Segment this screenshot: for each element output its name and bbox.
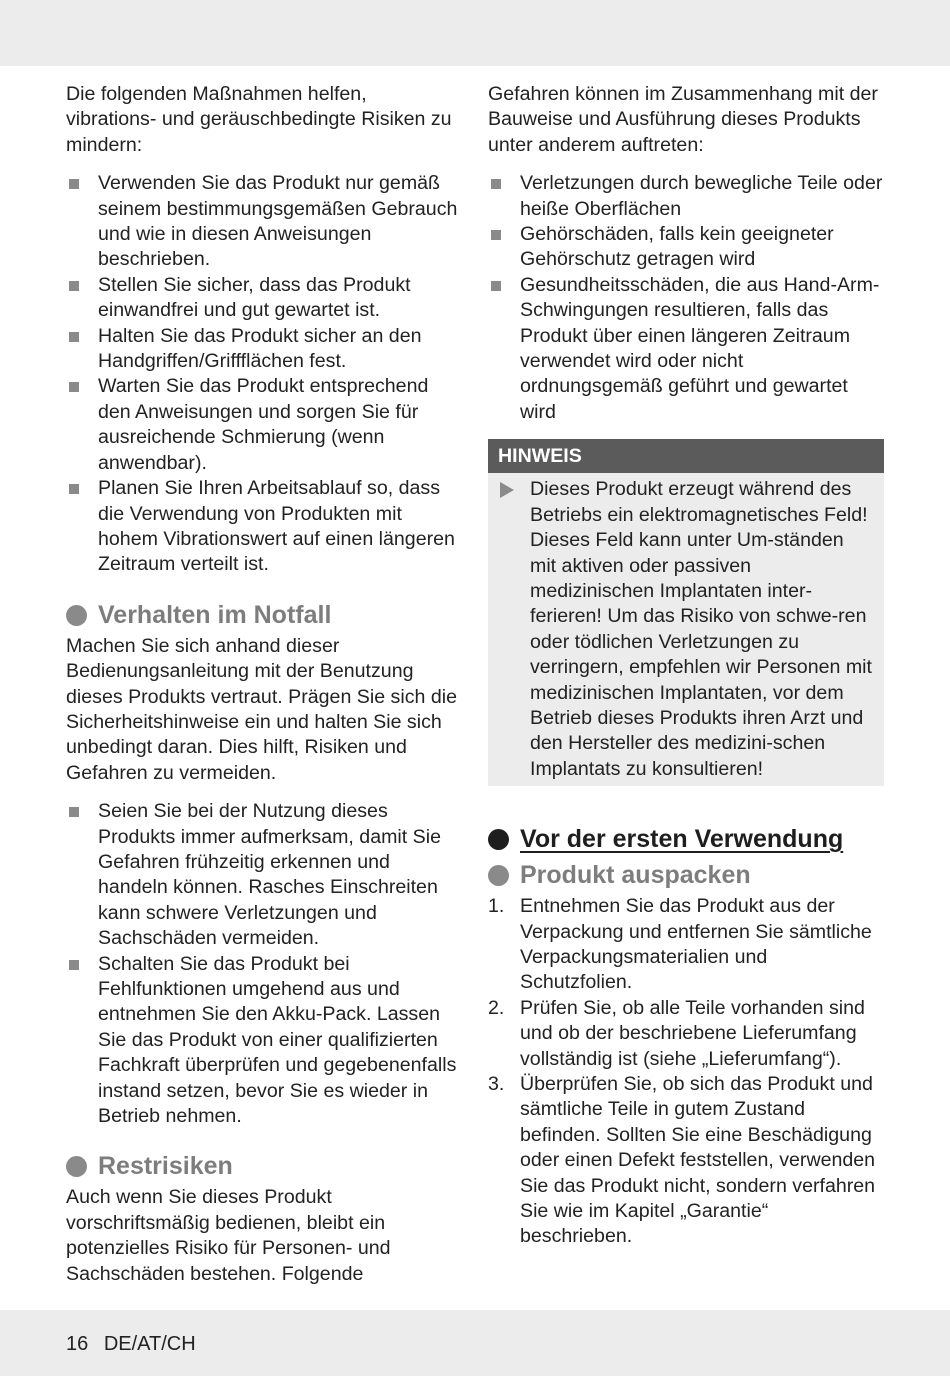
unpacking-steps bbox=[488, 894, 884, 1250]
region-label: DE/AT/CH bbox=[103, 1333, 196, 1355]
vibration-measures-list bbox=[66, 171, 462, 578]
list-item: Warten Sie das Produkt entsprechend den Anweisungen und sorgen Sie für ausreichende Schmierung (wenn anwendbar). bbox=[66, 374, 462, 476]
list-item: Gehörschäden, falls kein geeigneter Gehörschutz getragen wird bbox=[488, 222, 884, 273]
section-heading-auspacken: Produkt auspacken bbox=[488, 860, 884, 890]
section-heading-restrisiken: Restrisiken bbox=[66, 1151, 462, 1181]
step-number: 3. bbox=[488, 1073, 505, 1095]
list-item: Planen Sie Ihren Arbeitsablauf so, dass die Verwendung von Produkten mit hohem Vibrationswert auf einen längeren Zeitraum verteilt ist. bbox=[66, 476, 462, 578]
list-item: Seien Sie bei der Nutzung dieses Produkts immer aufmerksam, damit Sie Gefahren frühzeitig erkennen und handeln können. Rasches Einschreiten kann schwere Verletzungen und Sachschäden vermeiden. bbox=[66, 799, 462, 951]
list-item: Halten Sie das Produkt sicher an den Handgriffen/Griffflächen fest. bbox=[66, 324, 462, 375]
notfall-list bbox=[66, 799, 462, 1129]
hazards-intro: Gefahren können im Zusammenhang mit der Bauweise und Ausführung dieses Produkts unter anderem auftreten: bbox=[488, 83, 878, 156]
hinweis-text: Dieses Produkt erzeugt während des Betriebs ein elektromagnetisches Feld! Dieses Feld kann unter Um-ständen mit aktiven oder passiven medizinischen Implantaten inter-ferieren! Um das Risiko von schwe-ren oder tödlichen Verletzungen zu verringern, empfehlen wir Personen mit medizinischen Implantaten, vor dem Betrieb dieses Produkts ihren Arzt und den Hersteller des medizini-schen Implantats zu konsultieren! bbox=[530, 478, 872, 780]
list-item: Schalten Sie das Produkt bei Fehlfunktionen umgehend aus und entnehmen Sie den Akku-Pack. Lassen Sie das Produkt von einer qualifizierten Fachkraft überprüfen und gegebenenfalls instand setzen, bevor Sie es wieder in Betrieb nehmen. bbox=[66, 952, 462, 1130]
step-number: 1. bbox=[488, 895, 505, 918]
header-band bbox=[0, 0, 950, 66]
triangle-arrow-icon bbox=[500, 482, 514, 498]
restrisiken-paragraph: Auch wenn Sie dieses Produkt vorschriftsmäßig bedienen, bleibt ein potenzielles Risiko für Personen- und Sachschäden bestehen. Folgende bbox=[66, 1186, 391, 1285]
notfall-paragraph: Machen Sie sich anhand dieser Bedienungsanleitung mit der Benutzung dieses Produkts vertraut. Prägen Sie sich die Sicherheitshinweise ein und halten Sie sich unbedingt daran. Dies hilft, Risiken und Gefahren zu vermeiden. bbox=[66, 634, 457, 784]
hinweis-title: HINWEIS bbox=[488, 439, 884, 473]
list-item: Gesundheitsschäden, die aus Hand-Arm-Schwingungen resultieren, falls das Produkt über einen längeren Zeitraum verwendet wird oder nicht ordnungsgemäß geführt und gewartet wird bbox=[488, 273, 884, 425]
list-item bbox=[488, 996, 884, 1072]
list-item: Stellen Sie sicher, dass das Produkt einwandfrei und gut gewartet ist. bbox=[66, 273, 462, 324]
list-item: Verwenden Sie das Produkt nur gemäß seinem bestimmungsgemäßen Gebrauch und wie in diesen Anweisungen beschrieben. bbox=[66, 171, 462, 273]
list-item bbox=[488, 1072, 884, 1250]
step-text: Entnehmen Sie das Produkt aus der Verpackung und entfernen Sie sämtliche Verpackungsmaterialien und Schutzfolien. bbox=[520, 895, 872, 994]
list-item: Verletzungen durch bewegliche Teile oder heiße Oberflächen bbox=[488, 171, 884, 222]
intro-paragraph: Die folgenden Maßnahmen helfen, vibrations- und geräuschbedingte Risiken zu mindern: bbox=[66, 83, 452, 156]
page-number: 16 bbox=[66, 1333, 89, 1355]
hinweis-body bbox=[488, 473, 884, 786]
list-item bbox=[488, 894, 884, 996]
right-column bbox=[488, 82, 884, 1250]
hazards-list bbox=[488, 171, 884, 425]
page-footer bbox=[66, 1332, 196, 1356]
left-column bbox=[66, 82, 462, 1287]
section-heading-erste-verwendung: Vor der ersten Verwendung bbox=[488, 824, 884, 854]
step-text: Überprüfen Sie, ob sich das Produkt und sämtliche Teile in gutem Zustand befinden. Sollten Sie eine Beschädigung oder einen Defekt feststellen, verwenden Sie das Produkt nicht, sondern verfahren Sie wie im Kapitel „Garantie“ beschrieben. bbox=[520, 1073, 876, 1248]
step-text: Prüfen Sie, ob alle Teile vorhanden sind und ob der beschriebene Lieferumfang vollständig ist (siehe „Lieferumfang“). bbox=[520, 996, 865, 1070]
hinweis-box bbox=[488, 439, 884, 786]
step-number: 2. bbox=[488, 996, 505, 1019]
section-heading-notfall: Verhalten im Notfall bbox=[66, 600, 462, 630]
